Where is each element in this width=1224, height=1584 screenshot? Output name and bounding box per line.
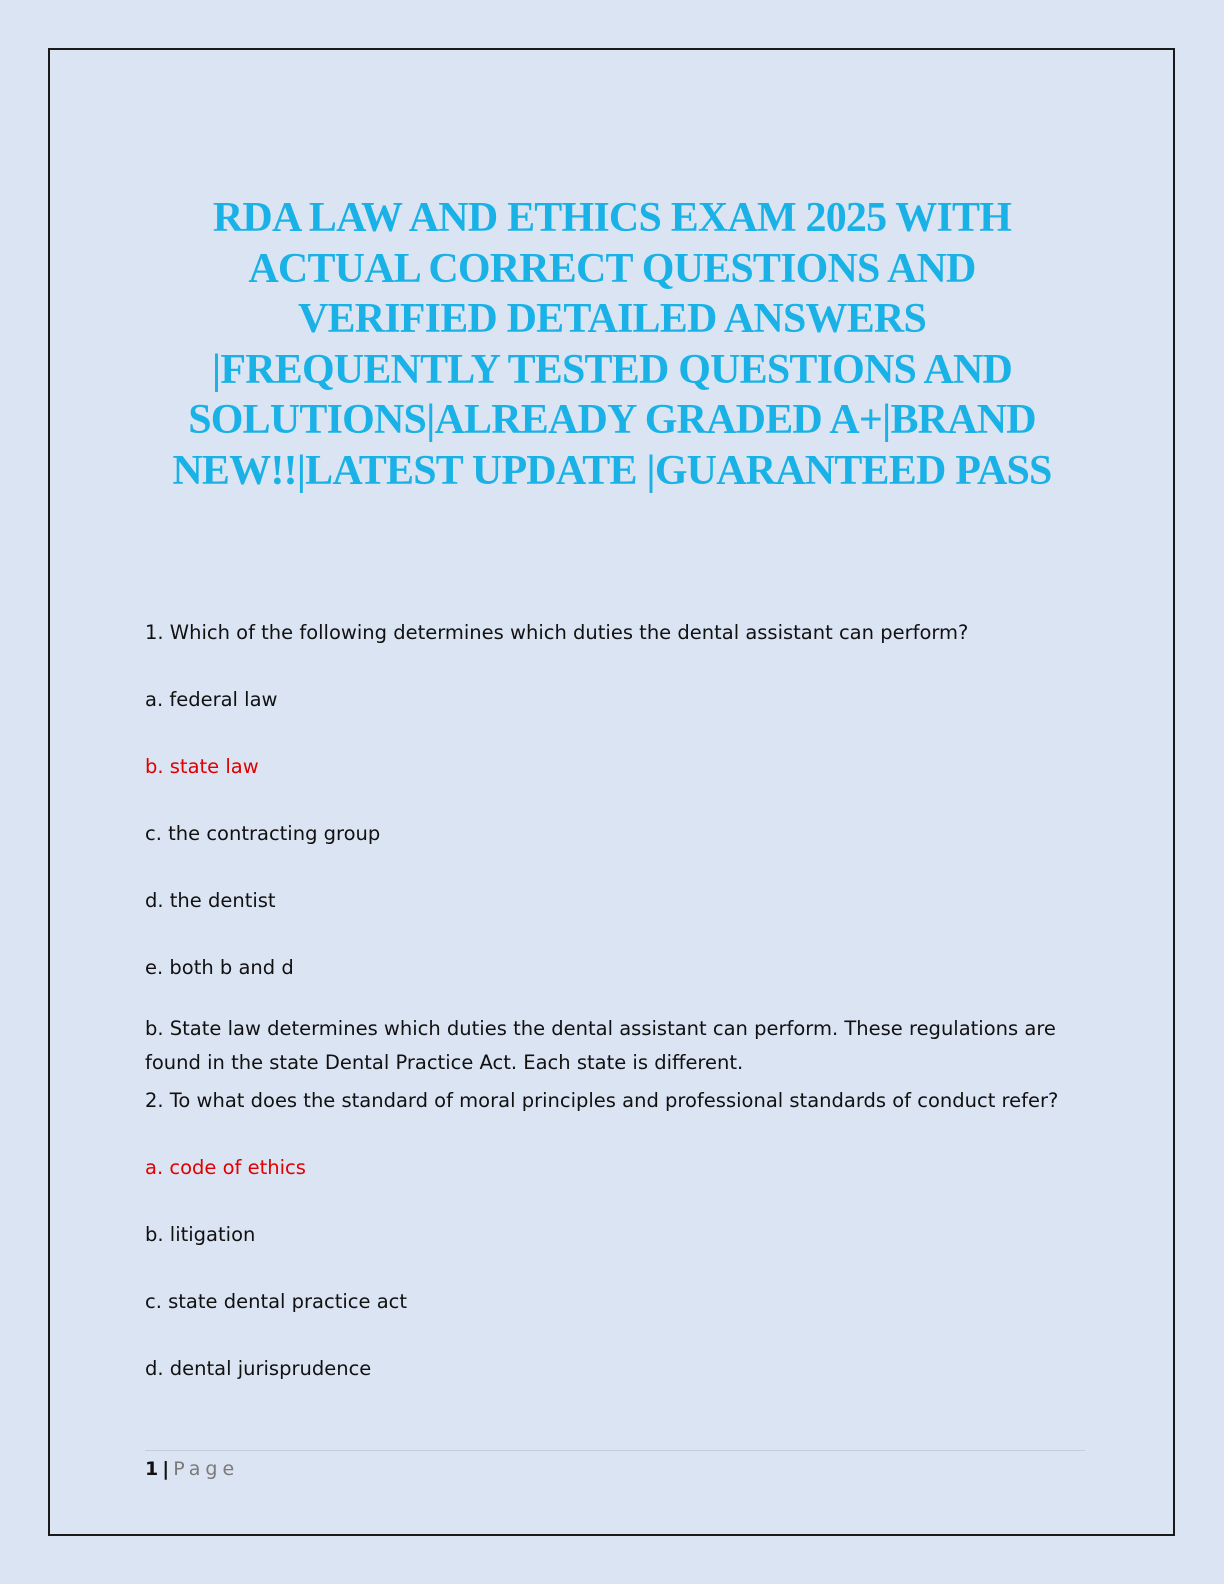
question-1-option-c: c. the contracting group: [145, 822, 381, 845]
question-2-option-a-correct: a. code of ethics: [145, 1156, 306, 1179]
question-1-option-a: a. federal law: [145, 688, 278, 711]
document-title: RDA LAW AND ETHICS EXAM 2025 WITH ACTUAL CORRECT QUESTIONS AND VERIFIED DETAILED ANSWERS |FREQUENTLY TESTED QUESTIONS AND SOLUTIONS|ALREADY GRADED A+|BRAND NEW!!|LATEST UPDATE |GUARANTEED PASS: [172, 195, 1052, 494]
question-1-option-e: e. both b and d: [145, 956, 294, 979]
page-label: Page: [173, 1458, 240, 1480]
question-2-option-b: b. litigation: [145, 1223, 256, 1246]
question-1-prompt: 1. Which of the following determines which duties the dental assistant can perform?: [145, 621, 969, 644]
page-number: 1: [145, 1458, 159, 1480]
question-2-option-d: d. dental jurisprudence: [145, 1357, 372, 1380]
question-1-option-b-correct: b. state law: [145, 755, 259, 778]
question-1-explanation: b. State law determines which duties the dental assistant can perform. These regulations are found in the state Dental Practice Act. Each state is different.: [145, 1017, 1056, 1074]
question-2-prompt: 2. To what does the standard of moral principles and professional standards of conduct refer?: [145, 1089, 1059, 1112]
footer-divider: [145, 1450, 1085, 1451]
footer-separator: |: [162, 1458, 170, 1480]
question-1-option-d: d. the dentist: [145, 889, 276, 912]
question-2-option-c: c. state dental practice act: [145, 1290, 408, 1313]
page-footer: [145, 1456, 239, 1482]
